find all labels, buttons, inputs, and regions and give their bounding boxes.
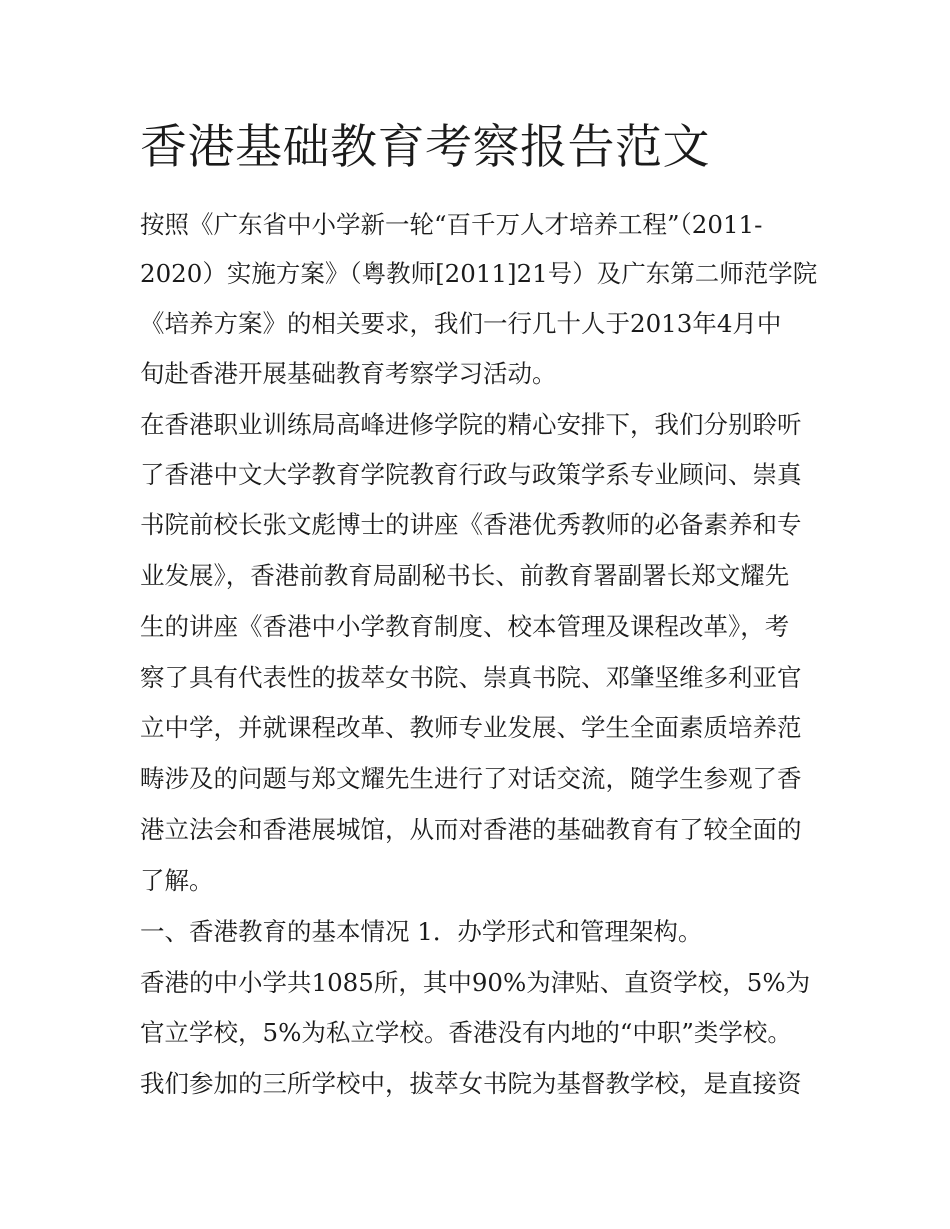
body-line: 《培养方案》的相关要求，我们一行几十人于2013年4月中	[140, 309, 782, 338]
body-line: 生的讲座《香港中小学教育制度、校本管理及课程改革》，考	[140, 612, 790, 641]
body-line: 官立学校，5%为私立学校。香港没有内地的“中职”类学校。	[140, 1018, 792, 1047]
body-line: 港立法会和香港展城馆，从而对香港的基础教育有了较全面的	[140, 815, 802, 844]
body-line: 畴涉及的问题与郑文耀先生进行了对话交流，随学生参观了香	[140, 764, 802, 793]
body-line: 按照《广东省中小学新一轮“百千万人才培养工程”（2011-	[140, 210, 763, 239]
body-line: 业发展》，香港前教育局副秘书长、前教育署副署长郑文耀先	[140, 561, 790, 590]
body-line: 香港的中小学共1085所，其中90%为津贴、直资学校，5%为	[140, 968, 811, 997]
body-line: 旬赴香港开展基础教育考察学习活动。	[140, 359, 557, 388]
section-heading: 一、香港教育的基本情况 1．办学形式和管理架构。	[140, 917, 703, 946]
body-line: 书院前校长张文彪博士的讲座《香港优秀教师的必备素养和专	[140, 510, 802, 539]
body-line: 察了具有代表性的拔萃女书院、崇真书院、邓肇坚维多利亚官	[140, 663, 802, 692]
body-line: 在香港职业训练局高峰进修学院的精心安排下，我们分别聆听	[140, 410, 802, 439]
body-line: 2020）实施方案》（粤教师[2011]21号）及广东第二师范学院	[140, 259, 818, 288]
body-line: 立中学，并就课程改革、教师专业发展、学生全面素质培养范	[140, 713, 802, 742]
body-line: 我们参加的三所学校中，拔萃女书院为基督教学校，是直接资	[140, 1069, 802, 1098]
document-title: 香港基础教育考察报告范文	[140, 120, 710, 175]
body-line: 了解。	[140, 866, 214, 895]
body-line: 了香港中文大学教育学院教育行政与政策学系专业顾问、崇真	[140, 460, 802, 489]
